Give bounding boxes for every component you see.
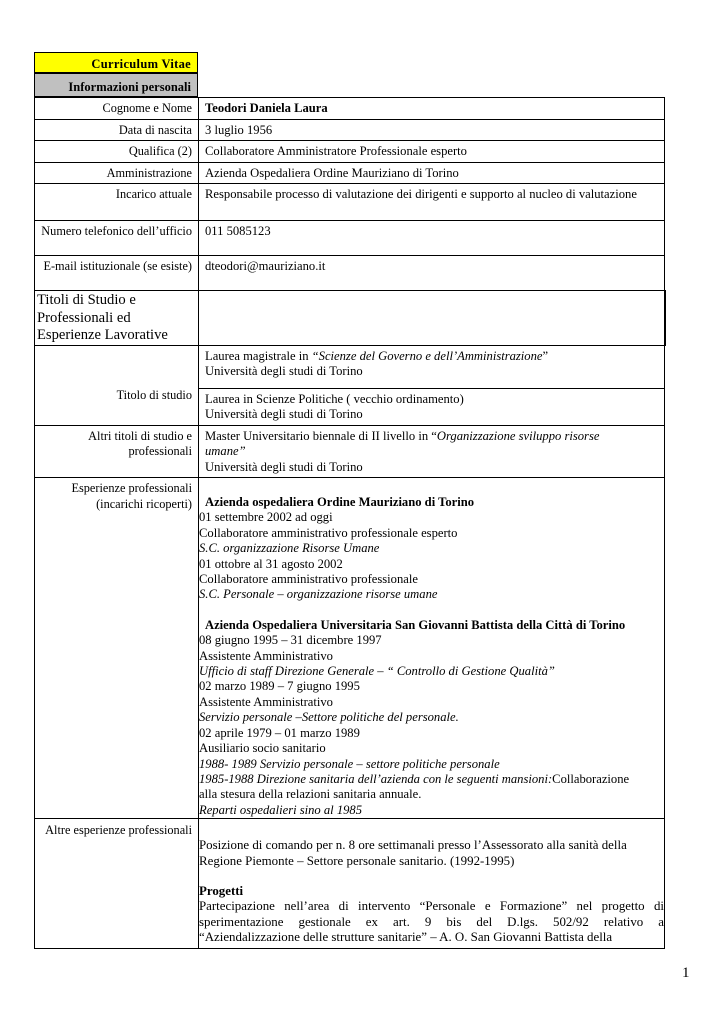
table-row [35,98,665,120]
project-line: “Aziendalizzazione delle strutture sanitarie” – A. O. San Giovanni Battista della [199,930,613,945]
table-row [35,345,665,388]
table-row [35,478,665,819]
field-label: Numero telefonico dell’ufficio [35,221,199,256]
exp-unit: Reparti ospedalieri sino al 1985 [199,802,363,817]
exp-task: alla stesura della relazioni sanitaria annuale. [199,787,422,802]
exp-unit: 1988- 1989 Servizio personale – settore politiche personale [199,756,500,771]
personal-info-heading: Informazioni personali [34,73,198,97]
studies-table [34,290,666,949]
table-row [35,162,665,184]
field-label: Qualifica (2) [35,141,199,163]
degree-name: “Scienze del Governo e dell’Amministrazione [311,348,543,363]
field-label: Titolo di studio [35,345,199,425]
degree-line: Laurea in Scienze Politiche ( vecchio ordinamento) [205,391,464,406]
table-row [35,119,665,141]
field-label: Cognome e Nome [35,98,199,120]
exp-role: Assistente Amministrativo [199,648,333,663]
field-label: E-mail istituzionale (se esiste) [35,256,199,291]
table-row [35,425,665,478]
university: Università degli studi di Torino [205,407,363,421]
exp-role: Assistente Amministrativo [199,694,333,709]
degree-cell [199,388,665,425]
exp-task: Collaborazione [552,771,630,786]
exp-unit: S.C. organizzazione Risorse Umane [199,541,380,556]
experience-cell [199,478,665,819]
employer-name: Azienda Ospedaliera Universitaria San Giovanni Battista della Città di Torino [205,617,626,632]
exp-unit: Servizio personale –Settore politiche del personale. [199,710,459,725]
exp-detail [199,772,664,787]
master-line [205,429,660,445]
degree-line [205,349,660,365]
exp-unit: 1985-1988 Direzione sanitaria dell’azienda con le seguenti mansioni: [199,771,553,786]
field-label: Altre esperienze professionali [35,819,199,949]
exp-unit: Ufficio di staff Direzione Generale – “ Controllo di Gestione Qualità” [199,664,555,679]
field-value: Teodori Daniela Laura [199,98,665,120]
master-line-2 [205,444,660,460]
table-row [35,221,665,256]
table-row [35,184,665,221]
university: Università degli studi di Torino [205,459,363,474]
master-text: Master Universitario biennale di II livello in “ [205,428,437,443]
secondment-line: Posizione di comando per n. 8 ore settimanali presso l’Assessorato alla sanità della [199,838,627,853]
exp-date: 02 aprile 1979 – 01 marzo 1989 [199,725,360,740]
employer-name: Azienda ospedaliera Ordine Mauriziano di Torino [205,495,475,509]
field-value: 3 luglio 1956 [199,119,665,141]
exp-role: Collaboratore amministrativo professionale esperto [199,525,458,540]
table-row [35,141,665,163]
project-line: Partecipazione nell’area di intervento “Personale e Formazione” nel progetto di [199,899,664,914]
field-value: dteodori@mauriziano.it [199,256,665,291]
degree-text: Laurea magistrale in [205,348,312,363]
personal-info-table [34,97,665,291]
field-label: Amministrazione [35,162,199,184]
field-label: Data di nascita [35,119,199,141]
master-name: Organizzazione sviluppo risorse [436,428,600,443]
section-title: Titoli di Studio e Professionali ed Esperienze Lavorative [35,291,199,346]
other-exp-cell [199,819,665,949]
table-row [35,256,665,291]
table-row [35,819,665,949]
exp-date: 02 marzo 1989 – 7 giugno 1995 [199,679,360,694]
empty-cell [199,291,665,346]
other-titles-cell [199,425,665,478]
field-label: Esperienze professionali (incarichi ricoperti) [35,478,199,819]
field-value: Azienda Ospedaliera Ordine Mauriziano di Torino [199,162,665,184]
degree-quote: ” [542,348,549,363]
page-number: 1 [682,965,690,981]
exp-role: Ausiliario socio sanitario [199,741,326,756]
exp-date: 08 giugno 1995 – 31 dicembre 1997 [199,633,382,648]
exp-unit: S.C. Personale – organizzazione risorse umane [199,587,438,602]
secondment-line: Regione Piemonte – Settore personale sanitario. (1992-1995) [199,853,515,868]
degree-cell [199,345,665,388]
exp-date: 01 ottobre al 31 agosto 2002 [199,556,343,571]
cv-title: Curriculum Vitae [34,52,198,73]
project-line: sperimentazione gestionale ex art. 9 bis del D.lgs. 502/92 relativo a [199,914,664,929]
exp-date: 01 settembre 2002 ad oggi [199,510,333,525]
exp-role: Collaboratore amministrativo professionale [199,572,418,587]
field-value: Collaboratore Amministratore Professionale esperto [199,141,665,163]
field-label: Incarico attuale [35,184,199,221]
university: Università degli studi di Torino [205,364,363,378]
field-value: 011 5085123 [199,221,665,256]
field-value: Responsabile processo di valutazione dei dirigenti e supporto al nucleo di valutazione [199,184,665,221]
master-name-end: umane” [205,444,246,458]
table-row [35,291,665,346]
projects-heading: Progetti [199,883,244,898]
field-label: Altri titoli di studio e professionali [35,425,199,478]
